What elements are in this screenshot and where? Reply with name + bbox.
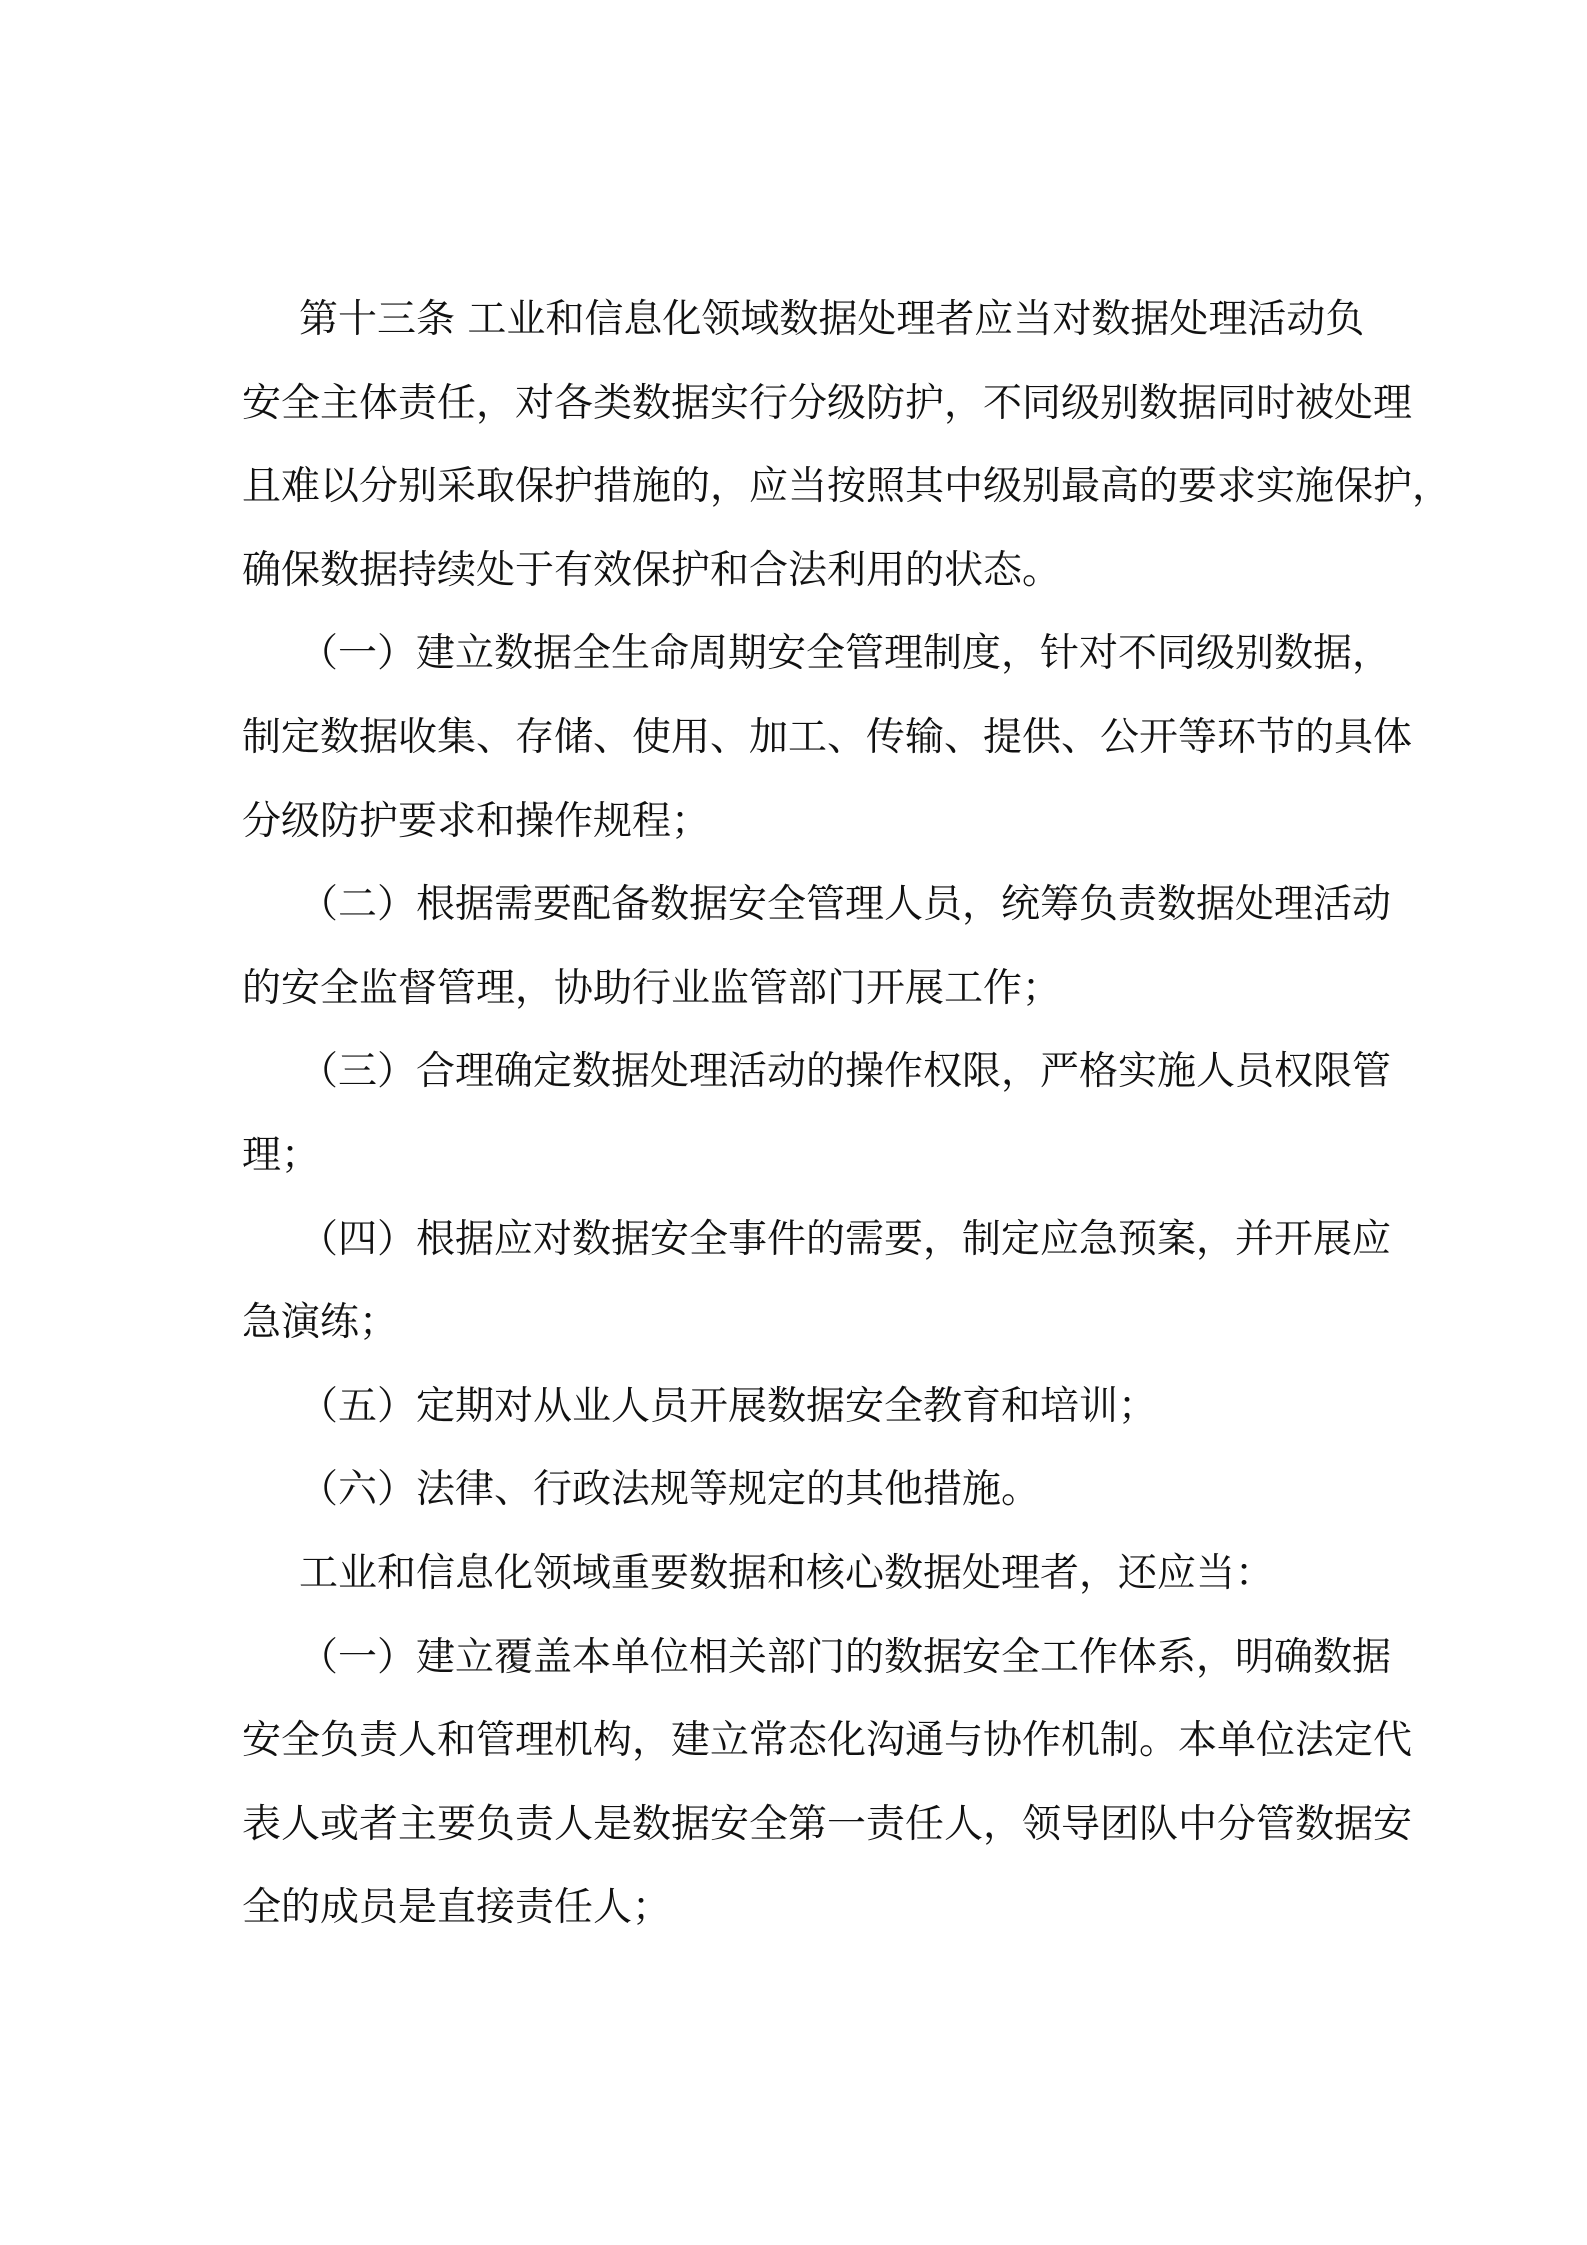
text-line: （一）建立数据全生命周期安全管理制度，针对不同级别数据， — [299, 631, 1392, 677]
text-line: （一）建立覆盖本单位相关部门的数据安全工作体系，明确数据 — [299, 1634, 1392, 1680]
text-line: 表人或者主要负责人是数据安全第一责任人，领导团队中分管数据安 — [242, 1801, 1413, 1847]
text-line: 理； — [242, 1132, 321, 1178]
text-line: 工业和信息化领域重要数据和核心数据处理者，还应当： — [299, 1550, 1275, 1596]
text-line: 全的成员是直接责任人； — [242, 1885, 672, 1931]
text-line: 的安全监督管理，协助行业监管部门开展工作； — [242, 965, 1062, 1011]
text-line: 安全负责人和管理机构，建立常态化沟通与协作机制。本单位法定代 — [242, 1718, 1413, 1764]
text-line: （二）根据需要配备数据安全管理人员，统筹负责数据处理活动 — [299, 882, 1392, 928]
text-line: （五）定期对从业人员开展数据安全教育和培训； — [299, 1383, 1158, 1429]
text-line: 急演练； — [242, 1300, 399, 1346]
paragraph — [242, 1365, 1362, 1449]
paragraph — [242, 1198, 1392, 1365]
text-line: 第十三条 工业和信息化领域数据处理者应当对数据处理活动负 — [299, 297, 1365, 342]
document-page — [242, 278, 1452, 1950]
paragraph — [242, 278, 1452, 612]
text-line: （六）法律、行政法规等规定的其他措施。 — [299, 1467, 1041, 1513]
paragraph — [242, 1448, 1362, 1532]
paragraph — [242, 1030, 1392, 1197]
paragraph — [242, 1532, 1362, 1616]
text-line: 确保数据持续处于有效保护和合法利用的状态。 — [242, 547, 1062, 593]
paragraph — [242, 863, 1392, 1030]
text-line: （四）根据应对数据安全事件的需要，制定应急预案，并开展应 — [299, 1216, 1392, 1262]
paragraph — [242, 612, 1413, 863]
paragraph — [242, 1616, 1413, 1950]
text-line: 且难以分别采取保护措施的，应当按照其中级别最高的要求实施保护， — [242, 464, 1452, 510]
text-line: 分级防护要求和操作规程； — [242, 798, 711, 844]
text-line: 制定数据收集、存储、使用、加工、传输、提供、公开等环节的具体 — [242, 714, 1413, 760]
text-line: 安全主体责任，对各类数据实行分级防护，不同级别数据同时被处理 — [242, 380, 1413, 426]
text-line: （三）合理确定数据处理活动的操作权限，严格实施人员权限管 — [299, 1049, 1392, 1095]
